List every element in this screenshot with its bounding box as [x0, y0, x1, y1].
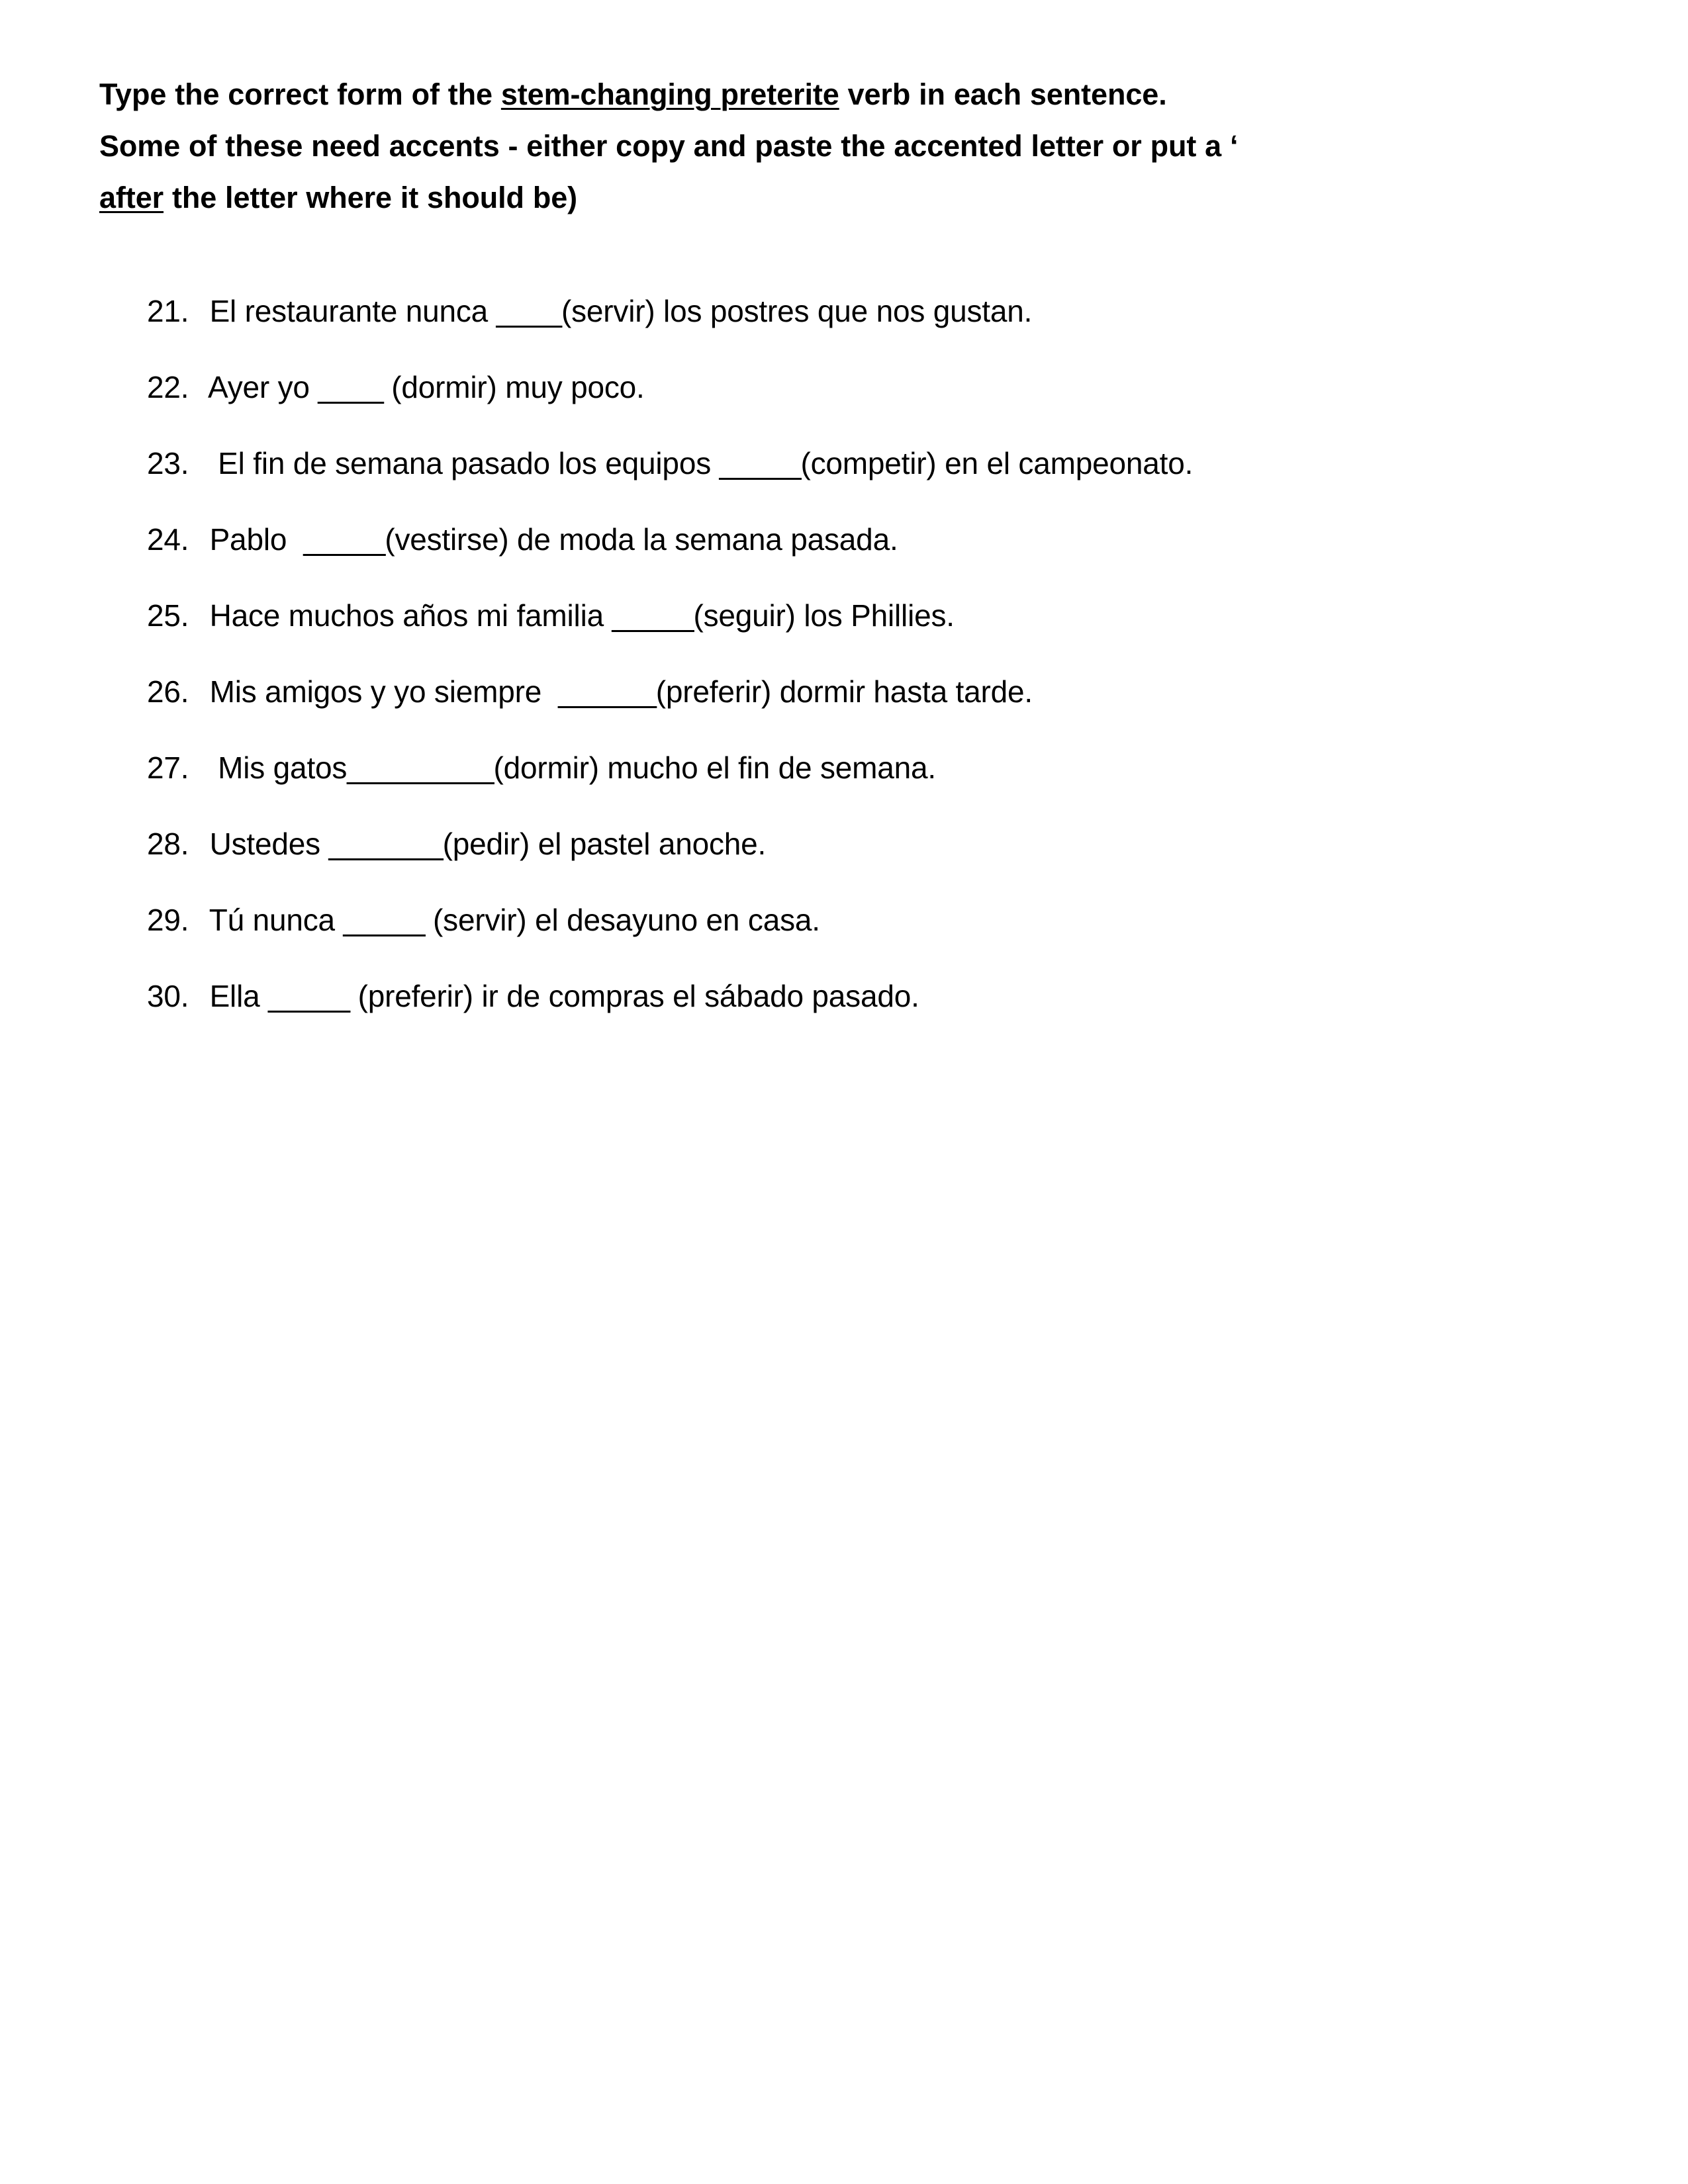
answer-blank[interactable]: _______ [328, 827, 443, 861]
instructions-line1-text-after: verb in each sentence. [839, 77, 1167, 111]
exercise-number: 25. [147, 598, 189, 633]
instructions-block [99, 69, 1615, 224]
exercise-text-before-blank: Ella [201, 979, 269, 1013]
exercise-text-before-blank: Mis gatos [201, 751, 348, 785]
exercise-text-before-blank: Ayer yo [201, 370, 318, 404]
exercise-text-after-blank: (competir) en el campeonato. [800, 446, 1194, 480]
exercise-item [147, 518, 1636, 594]
exercise-text-before-blank: Pablo [201, 522, 304, 557]
exercise-item [147, 442, 1636, 518]
exercise-text-before-blank: Ustedes [201, 827, 329, 861]
exercise-text-after-blank: (dormir) mucho el fin de semana. [493, 751, 936, 785]
answer-blank[interactable]: _____ [612, 598, 694, 633]
instructions-line1-text-before: Type the correct form of the [99, 77, 501, 111]
exercise-number: 29. [147, 903, 189, 937]
answer-blank[interactable]: _____ [719, 446, 801, 480]
exercise-list [147, 290, 1636, 1051]
instructions-line-3 [99, 172, 1615, 224]
exercise-text-before-blank: El fin de semana pasado los equipos [201, 446, 720, 480]
exercise-item [147, 823, 1636, 899]
exercise-number: 23. [147, 446, 189, 480]
exercise-number: 26. [147, 674, 189, 709]
exercise-item [147, 670, 1636, 747]
exercise-number: 24. [147, 522, 189, 557]
instructions-underlined-after: after [99, 181, 164, 214]
exercise-number: 28. [147, 827, 189, 861]
exercise-text-before-blank: Hace muchos años mi familia [201, 598, 612, 633]
instructions-line-1 [99, 69, 1615, 120]
exercise-number: 30. [147, 979, 189, 1013]
answer-blank[interactable]: ____ [496, 294, 561, 328]
answer-blank[interactable]: _____ [303, 522, 385, 557]
instructions-line2-text: Some of these need accents - either copy and paste the accented letter or put a ‘ [99, 129, 1239, 163]
answer-blank[interactable]: ______ [558, 674, 656, 709]
exercise-text-after-blank: (preferir) ir de compras el sábado pasado. [350, 979, 919, 1013]
exercise-text-after-blank: (servir) los postres que nos gustan. [561, 294, 1033, 328]
exercise-text-after-blank: (vestirse) de moda la semana pasada. [385, 522, 898, 557]
instructions-underlined-stem-changing-preterite: stem-changing preterite [500, 77, 839, 111]
exercise-number: 22. [147, 370, 189, 404]
exercise-text-after-blank: (servir) el desayuno en casa. [424, 903, 820, 937]
exercise-text-after-blank: (seguir) los Phillies. [693, 598, 955, 633]
instructions-line3-text: the letter where it should be) [164, 181, 578, 214]
exercise-item [147, 747, 1636, 823]
exercise-text-after-blank: (preferir) dormir hasta tarde. [655, 674, 1033, 709]
exercise-text-before-blank: Tú nunca [201, 903, 344, 937]
instructions-line-2 [99, 120, 1615, 172]
answer-blank[interactable]: _____ [343, 903, 425, 937]
exercise-text-after-blank: (pedir) el pastel anoche. [442, 827, 767, 861]
exercise-item [147, 366, 1636, 442]
exercise-item [147, 975, 1636, 1051]
exercise-item [147, 594, 1636, 670]
exercise-text-before-blank: El restaurante nunca [201, 294, 496, 328]
answer-blank[interactable]: _________ [347, 751, 494, 785]
answer-blank[interactable]: ____ [318, 370, 383, 404]
exercise-number: 21. [147, 294, 189, 328]
exercise-item [147, 290, 1636, 366]
exercise-text-before-blank: Mis amigos y yo siempre [201, 674, 559, 709]
answer-blank[interactable]: _____ [268, 979, 350, 1013]
exercise-text-after-blank: (dormir) muy poco. [383, 370, 645, 404]
exercise-item [147, 899, 1636, 975]
exercise-number: 27. [147, 751, 189, 785]
